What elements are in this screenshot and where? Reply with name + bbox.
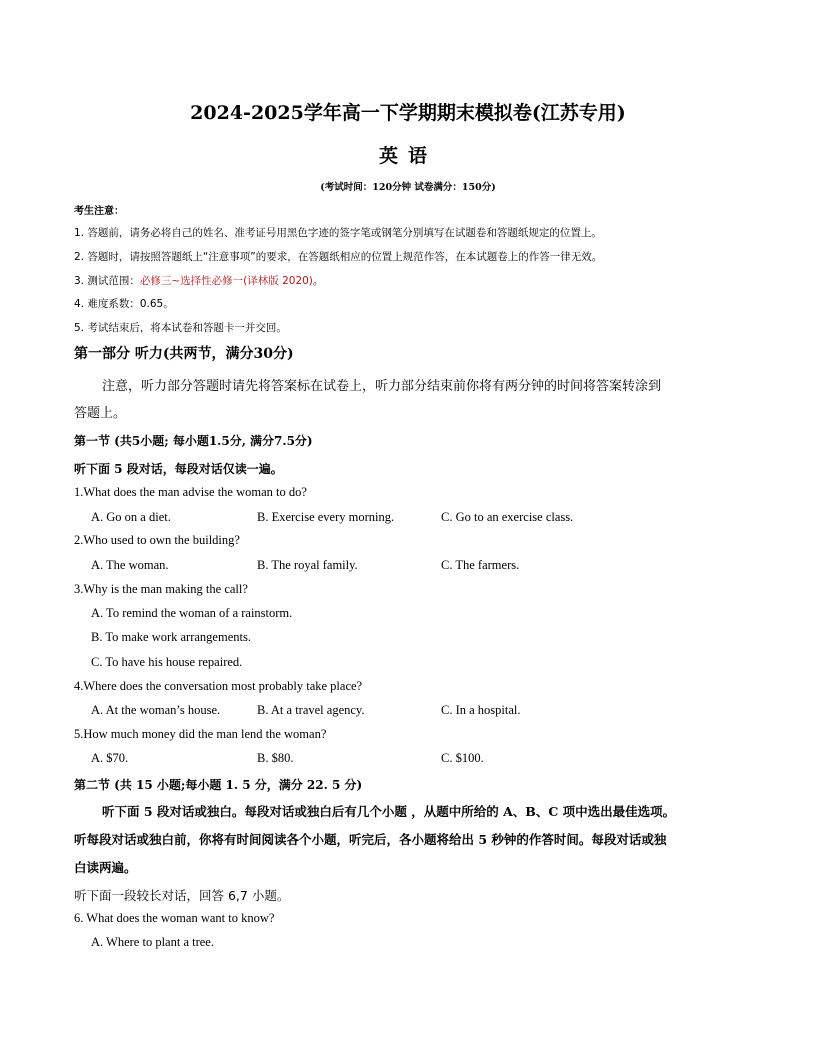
sub-instruction: 听下面一段较长对话，回答 6,7 小题。 [74, 888, 290, 903]
section1-instruction: 听下面 5 段对话，每段对话仅读一遍。 [74, 462, 283, 476]
option: C. To have his house repaired. [91, 655, 243, 669]
option: A. $70. [91, 751, 129, 765]
part1-instruction: 答题上。 [74, 406, 127, 421]
option: B. At a travel agency. [257, 703, 365, 717]
question-stem: 1.What does the man advise the woman to do? [74, 485, 307, 499]
time-info: (考试时间：120分钟 试卷满分：150分) [320, 182, 496, 193]
notice-item [74, 273, 323, 288]
option: C. The farmers. [441, 558, 520, 572]
option: A. Go on a diet. [91, 510, 171, 524]
option: A. Where to plant a tree. [91, 935, 214, 949]
question-stem: 6. What does the woman want to know? [74, 911, 275, 925]
part1-instruction: 注意，听力部分答题时请先将答案标在试卷上，听力部分结束前你将有两分钟的时间将答案转涂到 [102, 379, 662, 394]
section1-title: 第一节 (共5小题; 每小题1.5分, 满分7.5分) [74, 434, 313, 448]
notice-item: 4. 难度系数：0.65。 [74, 298, 174, 310]
option: B. Exercise every morning. [257, 510, 395, 524]
section2-instruction: 听每段对话或独白前，你将有时间阅读各个小题，听完后，各小题将给出 5 秒钟的作答时间。每段对话或独 [74, 832, 667, 847]
exam-title: 2024-2025学年高一下学期期末模拟卷(江苏专用) [190, 102, 626, 124]
option: C. Go to an exercise class. [441, 510, 574, 524]
option: A. The woman. [91, 558, 169, 572]
part1-title: 第一部分 听力(共两节，满分30分) [74, 346, 294, 362]
option: B. To make work arrangements. [91, 630, 251, 644]
notice-item: 5. 考试结束后，将本试卷和答题卡一并交回。 [74, 322, 287, 334]
subject-title: 英语 [378, 145, 437, 167]
notice-scope-label: 3. 测试范围： [74, 275, 140, 287]
section2-instruction: 听下面 5 段对话或独白。每段对话或独白后有几个小题 ，从题中所给的 A、B、C 项中选出最佳选项。 [102, 804, 676, 819]
notice-scope-end: 。 [312, 275, 324, 287]
notice-scope-value: 必修三~选择性必修一(译林版 2020) [139, 275, 313, 287]
question-stem: 5.How much money did the man lend the woman? [74, 727, 327, 741]
section2-instruction: 白读两遍。 [74, 860, 137, 875]
notice-item: 2. 答题时，请按照答题纸上“注意事项”的要求，在答题纸相应的位置上规范作答，在本试题卷上的作答一律无效。 [74, 251, 603, 263]
notice-item: 1. 答题前，请务必将自己的姓名、准考证号用黑色字迹的签字笔或钢笔分别填写在试题卷和答题纸规定的位置上。 [74, 227, 602, 239]
option: B. The royal family. [257, 558, 358, 572]
question-stem: 3.Why is the man making the call? [74, 582, 248, 596]
option: C. $100. [441, 751, 484, 765]
option: C. In a hospital. [441, 703, 521, 717]
section2-title: 第二节 (共 15 小题;每小题 1. 5 分，满分 22. 5 分) [74, 778, 363, 792]
option: A. At the woman’s house. [91, 703, 221, 717]
option: A. To remind the woman of a rainstorm. [91, 606, 293, 620]
notice-heading: 考生注意： [74, 206, 124, 217]
question-stem: 2.Who used to own the building? [74, 533, 240, 547]
question-stem: 4.Where does the conversation most probably take place? [74, 679, 363, 693]
option: B. $80. [257, 751, 294, 765]
